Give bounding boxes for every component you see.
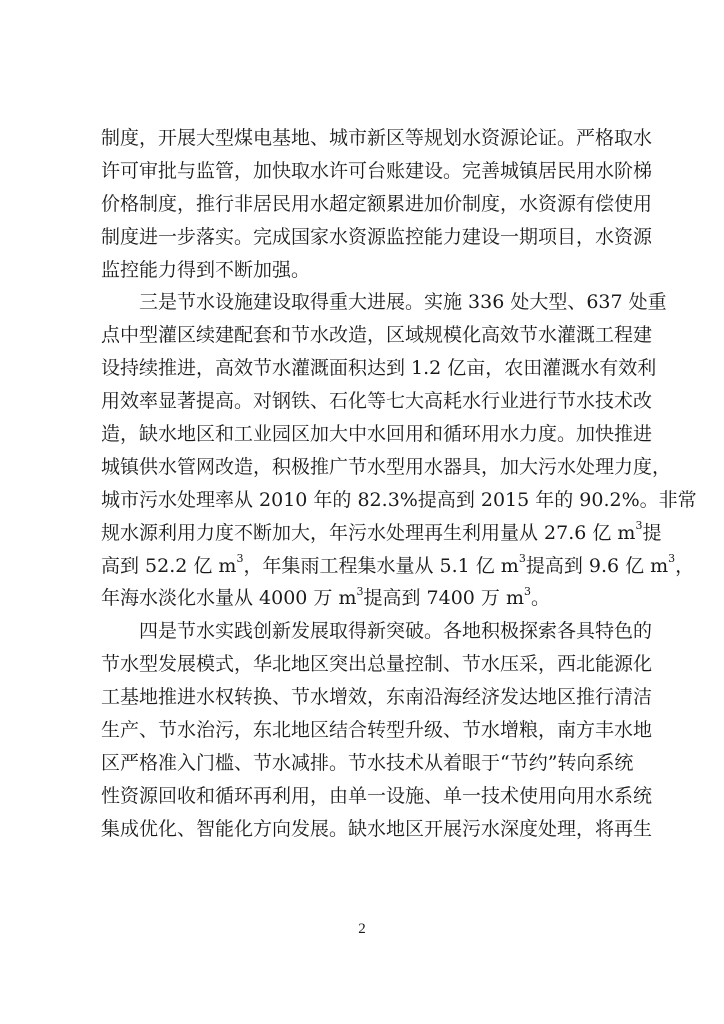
text-line [101, 582, 625, 615]
text-segment: 提高到 9.6 亿 m [525, 554, 669, 577]
text-line: 用效率显著提高。对钢铁、石化等七大高耗水行业进行节水技术改 [101, 390, 653, 413]
text-segment: 年海水淡化水量从 4000 万 m [101, 587, 357, 610]
superscript: 3 [635, 519, 643, 533]
text-line: 性资源回收和循环再利用，由单一设施、单一技术使用向用水系统 [101, 784, 653, 807]
text-segment: 提 [642, 521, 662, 544]
superscript: 3 [668, 552, 676, 566]
superscript: 3 [236, 552, 244, 566]
text-line: 区严格准入门槛、节水减排。节水技术从着眼于“节约”转向系统 [101, 751, 634, 774]
text-line: 价格制度，推行非居民用水超定额累进加价制度，水资源有偿使用 [101, 192, 653, 215]
text-line: 制度进一步落实。完成国家水资源监控能力建设一期项目，水资源 [101, 225, 653, 248]
superscript: 3 [524, 585, 531, 599]
text-line: 城镇供水管网改造，积极推广节水型用水器具，加大污水处理力度， [101, 455, 672, 478]
text-segment: 。 [531, 587, 551, 610]
text-line: 制度，开展大型煤电基地、城市新区等规划水资源论证。严格取水 [101, 127, 653, 149]
text-line: 造，缺水地区和工业园区加大中水回用和循环用水力度。加快推进 [101, 423, 653, 446]
superscript: 3 [356, 585, 364, 599]
paragraph-start-line: 三是节水设施建设取得重大进展。实施 336 处大型、637 处重 [139, 291, 667, 314]
text-line: 集成优化、智能化方向发展。缺水地区开展污水深度处理，将再生 [101, 817, 653, 840]
paragraph-start-line: 四是节水实践创新发展取得新突破。各地积极探索各具特色的 [139, 620, 653, 643]
text-line: 工基地推进水权转换、节水增效，东南沿海经济发达地区推行清洁 [101, 686, 653, 709]
document-body [101, 122, 697, 846]
text-segment: ， [675, 554, 695, 577]
text-line: 监控能力得到不断加强。 [101, 258, 311, 281]
text-line: 点中型灌区续建配套和节水改造，区域规模化高效节水灌溉工程建 [101, 324, 653, 347]
text-segment: 高到 52.2 亿 m [101, 554, 237, 577]
page-number: 2 [358, 921, 366, 937]
text-line: 城市污水处理率从 2010 年的 82.3%提高到 2015 年的 90.2%。非常 [101, 488, 697, 511]
text-segment: 规水源利用力度不断加大，年污水处理再生利用量从 27.6 亿 m [101, 521, 636, 544]
text-line: 生产、节水治污，东北地区结合转型升级、节水增粮，南方丰水地 [101, 719, 653, 742]
text-line: 节水型发展模式，华北地区突出总量控制、节水压采，西北能源化 [101, 653, 653, 676]
text-line [101, 517, 662, 550]
text-segment: 提高到 7400 万 m [363, 587, 524, 610]
text-line [101, 550, 695, 583]
text-segment: ，年集雨工程集水量从 5.1 亿 m [243, 554, 519, 577]
superscript: 3 [518, 552, 526, 566]
text-line: 许可审批与监管，加快取水许可台账建设。完善城镇居民用水阶梯 [101, 159, 653, 182]
text-line: 设持续推进，高效节水灌溉面积达到 1.2 亿亩，农田灌溉水有效利 [101, 357, 657, 380]
